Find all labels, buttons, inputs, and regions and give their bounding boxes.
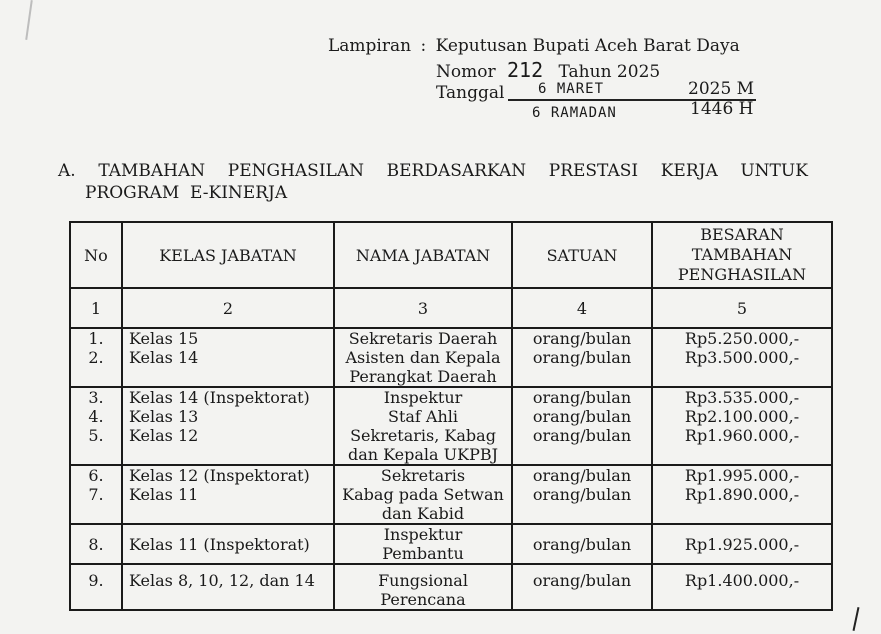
- table-row: [70, 407, 832, 426]
- cell-satuan: orang/bulan: [512, 328, 652, 348]
- tahun-label: Tahun 2025: [558, 62, 661, 82]
- section-title-line2: PROGRAM E-KINERJA: [85, 183, 288, 203]
- table-row: [70, 348, 832, 387]
- cell-no: 6.: [70, 465, 122, 485]
- lampiran-value: Keputusan Bupati Aceh Barat Daya: [435, 36, 740, 56]
- cell-no: 5.: [70, 426, 122, 465]
- cell-besaran: Rp1.995.000,-: [652, 465, 832, 485]
- cell-besaran: Rp3.500.000,-: [652, 348, 832, 387]
- section-title-line1: [58, 160, 808, 182]
- cell-nama: Sekretaris, Kabag dan Kepala UKPBJ: [334, 426, 512, 465]
- table-row: [70, 564, 832, 610]
- cell-besaran: Rp1.925.000,-: [652, 524, 832, 564]
- header-satuan: SATUAN: [512, 222, 652, 288]
- header-no: No: [70, 222, 122, 288]
- table-column-number-row: [70, 288, 832, 328]
- header-nama-jabatan: NAMA JABATAN: [334, 222, 512, 288]
- cell-no: 4.: [70, 407, 122, 426]
- cell-kelas: Kelas 14 (Inspektorat): [122, 387, 334, 407]
- cell-satuan: orang/bulan: [512, 407, 652, 426]
- section-word: BERDASARKAN: [386, 161, 527, 181]
- cell-nama: Kabag pada Setwan dan Kabid: [334, 485, 512, 524]
- cell-nama: Sekretaris: [334, 465, 512, 485]
- cell-no: 8.: [70, 524, 122, 564]
- cell-satuan: orang/bulan: [512, 387, 652, 407]
- section-title: [58, 160, 808, 204]
- cell-kelas: Kelas 12: [122, 426, 334, 465]
- table-row: [70, 485, 832, 524]
- cell-satuan: orang/bulan: [512, 564, 652, 610]
- nomor-value-handwritten: 212: [507, 58, 544, 82]
- tanggal-hijri-year: 1446 H: [690, 99, 754, 119]
- cell-satuan: orang/bulan: [512, 485, 652, 524]
- column-number: 4: [512, 288, 652, 328]
- column-number: 5: [652, 288, 832, 328]
- table-row: [70, 465, 832, 485]
- allowance-table: [69, 221, 833, 611]
- table-header-row: [70, 222, 832, 288]
- section-word: TAMBAHAN: [98, 161, 206, 181]
- cell-no: 7.: [70, 485, 122, 524]
- cell-no: 2.: [70, 348, 122, 387]
- header-besaran: BESARAN TAMBAHAN PENGHASILAN: [652, 222, 832, 288]
- cell-besaran: Rp1.960.000,-: [652, 426, 832, 465]
- table-row: [70, 328, 832, 348]
- cell-satuan: orang/bulan: [512, 524, 652, 564]
- cell-satuan: orang/bulan: [512, 426, 652, 465]
- section-word: UNTUK: [740, 161, 808, 181]
- section-letter: A.: [58, 161, 76, 181]
- tanggal-masehi-year: 2025 M: [688, 79, 755, 99]
- cell-besaran: Rp5.250.000,-: [652, 328, 832, 348]
- cell-no: 3.: [70, 387, 122, 407]
- lampiran-label: Lampiran: [328, 36, 412, 56]
- cell-kelas: Kelas 11 (Inspektorat): [122, 524, 334, 564]
- cell-kelas: Kelas 13: [122, 407, 334, 426]
- cell-no: 1.: [70, 328, 122, 348]
- cell-nama: Staf Ahli: [334, 407, 512, 426]
- column-number: 2: [122, 288, 334, 328]
- cell-nama: Inspektur: [334, 387, 512, 407]
- cell-besaran: Rp2.100.000,-: [652, 407, 832, 426]
- cell-kelas: Kelas 15: [122, 328, 334, 348]
- section-word: KERJA: [660, 161, 718, 181]
- tanggal-label: Tanggal: [436, 83, 505, 103]
- section-word: PENGHASILAN: [227, 161, 364, 181]
- column-number: 3: [334, 288, 512, 328]
- table-row: [70, 387, 832, 407]
- cell-kelas: Kelas 14: [122, 348, 334, 387]
- column-number: 1: [70, 288, 122, 328]
- header-kelas-jabatan: KELAS JABATAN: [122, 222, 334, 288]
- tanggal-hijri-handwritten: 6 RAMADAN: [532, 105, 617, 121]
- cell-nama: Fungsional Perencana: [334, 564, 512, 610]
- cell-nama: Inspektur Pembantu: [334, 524, 512, 564]
- lampiran-line: [328, 36, 740, 56]
- paper-fold-mark: [25, 0, 33, 40]
- cell-nama: Sekretaris Daerah: [334, 328, 512, 348]
- margin-pen-mark: [853, 607, 860, 631]
- cell-kelas: Kelas 11: [122, 485, 334, 524]
- cell-satuan: orang/bulan: [512, 348, 652, 387]
- cell-nama: Asisten dan Kepala Perangkat Daerah: [334, 348, 512, 387]
- cell-satuan: orang/bulan: [512, 465, 652, 485]
- cell-kelas: Kelas 12 (Inspektorat): [122, 465, 334, 485]
- cell-besaran: Rp3.535.000,-: [652, 387, 832, 407]
- tanggal-masehi-handwritten: 6 MARET: [538, 81, 605, 97]
- cell-kelas: Kelas 8, 10, 12, dan 14: [122, 564, 334, 610]
- table-row: [70, 524, 832, 564]
- table-row: [70, 426, 832, 465]
- nomor-label: Nomor: [436, 62, 496, 82]
- cell-besaran: Rp1.890.000,-: [652, 485, 832, 524]
- lampiran-colon: :: [420, 36, 427, 56]
- section-word: PRESTASI: [548, 161, 639, 181]
- cell-besaran: Rp1.400.000,-: [652, 564, 832, 610]
- cell-no: 9.: [70, 564, 122, 610]
